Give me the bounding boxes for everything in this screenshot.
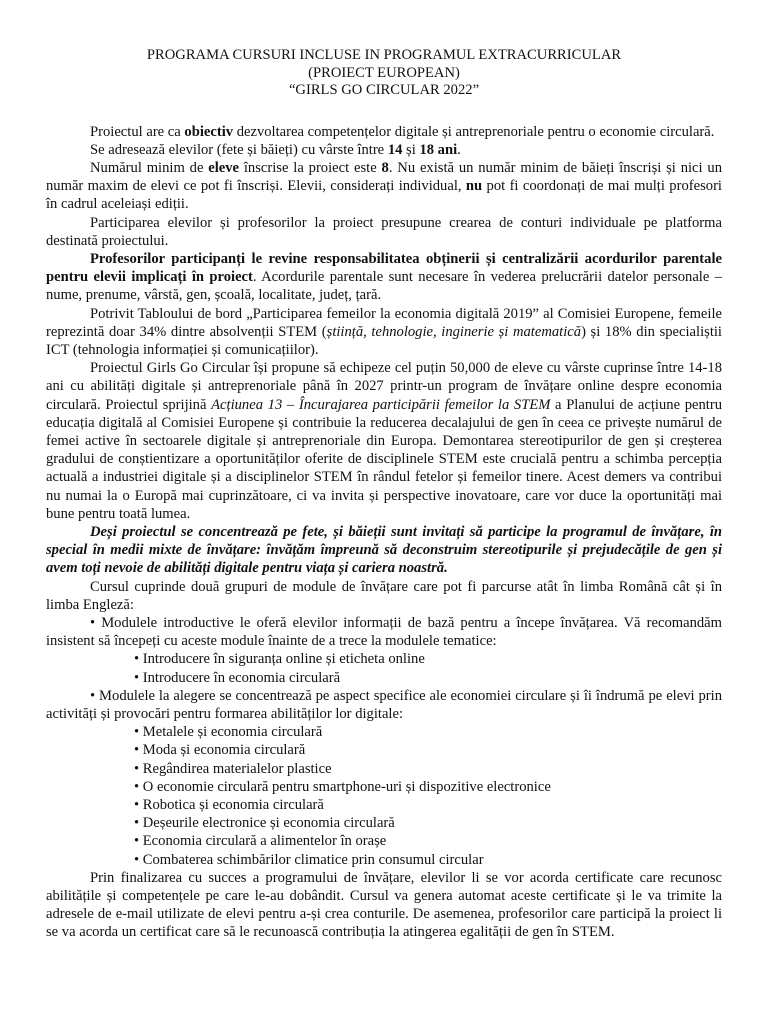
paragraph-course: Cursul cuprinde două grupuri de module de învățare care pot fi parcurse atât în limba Română cât și în limba Engleză: xyxy=(46,578,722,613)
document-page xyxy=(46,47,722,942)
optional-modules-list xyxy=(46,723,722,869)
list-item: • Regândirea materialelor plastice xyxy=(134,760,332,777)
paragraph-audience: Se adresează elevilor (fete și băieți) cu vârste între 14 și 18 ani. xyxy=(90,141,461,158)
list-item: • Moda și economia circulară xyxy=(134,742,306,759)
title-line-2: (PROIECT EUROPEAN) xyxy=(308,64,460,81)
document-title xyxy=(46,47,722,100)
paragraph-project: Proiectul Girls Go Circular își propune să echipeze cel puțin 50,000 de eleve cu vârste cuprinse între 14-18 ani cu abilități digitale și antreprenoriale până în 2027 printr-un program de învățare online despre economia circulară. Proiectul sprijină Acțiunea 13 – Încurajarea participării femeilor la STEM a Planului de acțiune pentru educația digitală al Comisiei Europene și contribuie la reducerea decalajului de gen în ceea ce privește numărul de femei active în sectoarele digitale și antreprenoriale din Europa. Demontarea stereotipurilor de gen și creșterea gradului de conștientizare a oportunităților oferite de disciplinele STEM este crucială pentru a schimba percepția actuală a industriei digitale și a disciplinelor STEM în rândul fetelor și femeilor tinere. Acest demers va contribui nu numai la o Europă mai cuprinzătoare, ci va invita și perspective inovatoare, care vor duce la oportunități mai bune pentru toată lumea. xyxy=(46,360,722,522)
paragraph-statistics: Potrivit Tabloului de bord „Participarea femeilor la economia digitală 2019” al Comisiei Europene, femeile reprezintă doar 34% dintre absolvenții STEM (știință, tehnologie, inginerie și matematică) și 18% din specialiștii ICT (tehnologia informației și comunicațiilor). xyxy=(46,305,722,358)
list-item: • Metalele și economia circulară xyxy=(134,724,323,741)
optional-modules-text: • Modulele la alegere se concentrează pe aspect specifice ale economiei circulare și îi îndrumă pe elevi prin activități și provocări pentru formarea abilităților lor digitale: xyxy=(46,687,722,722)
paragraph-minimum: Numărul minim de eleve înscrise la proiect este 8. Nu există un număr minim de băieți înscriși și nici un număr maxim de elevi ce pot fi înscriși. Elevii, considerați individual, nu pot fi coordonați de mai mulți profesori în cadrul aceleiași ediții. xyxy=(46,159,722,213)
intro-modules-text: • Modulele introductive le oferă elevilor informații de bază pentru a începe învățarea. Vă recomandăm insistent să începeți cu aceste module înainte de a trece la modulele tematice: xyxy=(46,614,722,650)
paragraph-inclusion: Deși proiectul se concentrează pe fete, și băieții sunt invitați să participe la programul de învățare, în special în medii mixte de învățare: învățăm împreună să deconstruim stereotipurile și prejudecățile de gen și avem toți nevoie de abilități digitale pentru viața și cariera noastră. xyxy=(46,523,722,577)
paragraph-accounts: Participarea elevilor și profesorilor la proiect presupune crearea de conturi individuale pe platforma destinată proiectului. xyxy=(46,214,722,249)
list-item: • Robotica și economia circulară xyxy=(134,797,324,814)
list-item: • Introducere în siguranța online și eticheta online xyxy=(134,651,425,668)
intro-modules-list xyxy=(46,650,722,686)
title-line-3: “GIRLS GO CIRCULAR 2022” xyxy=(288,82,480,98)
list-item: • Deșeurile electronice și economia circulară xyxy=(134,815,395,832)
paragraph-objective: Proiectul are ca obiectiv dezvoltarea competențelor digitale și antreprenoriale pentru o economie circulară. xyxy=(90,123,715,140)
title-line-1: PROGRAMA CURSURI INCLUSE IN PROGRAMUL EXTRACURRICULAR xyxy=(146,47,622,63)
list-item: • Introducere în economia circulară xyxy=(134,669,341,686)
list-item: • Economia circulară a alimentelor în orașe xyxy=(134,833,387,850)
paragraph-certificates: Prin finalizarea cu succes a programului de învățare, elevilor li se vor acorda certificate care recunosc abilitățile și competențele pe care le-au dobândit. Cursul va genera automat aceste certificate și le va trimite la adresele de e-mail utilizate de elevi pentru a-și crea conturile. De asemenea, profesorilor care participă la proiect li se va acorda un certificat care să le recunoască contribuția la atingerea egalității de gen în STEM. xyxy=(46,869,722,941)
list-item: • O economie circulară pentru smartphone-uri și dispozitive electronice xyxy=(134,778,551,795)
list-item: • Combaterea schimbărilor climatice prin consumul circular xyxy=(134,851,484,868)
paragraph-parental-consent: Profesorilor participanți le revine responsabilitatea obținerii și centralizării acordurilor parentale pentru elevii implicați în proiect. Acordurile parentale sunt necesare în vederea prelucrării datelor personale – nume, prenume, vârstă, gen, școală, localitate, județ, țară. xyxy=(46,250,723,304)
